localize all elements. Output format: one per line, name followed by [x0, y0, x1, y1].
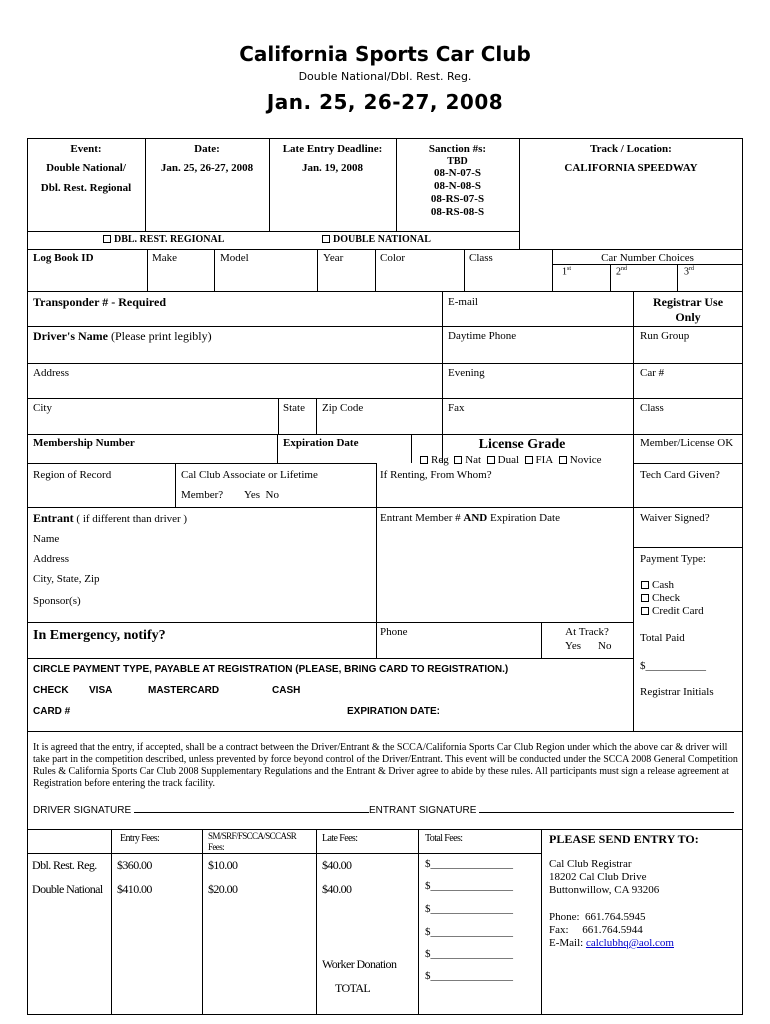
- zip-field[interactable]: Zip Code: [322, 402, 364, 414]
- entrant-city-field[interactable]: City, State, Zip: [33, 573, 100, 585]
- divider: [27, 622, 633, 623]
- sponsor-field[interactable]: Sponsor(s): [33, 595, 81, 607]
- entrant-name-field[interactable]: Name: [33, 533, 60, 545]
- divider: [677, 264, 678, 291]
- emergency-contact-field[interactable]: In Emergency, notify?: [33, 628, 166, 643]
- grade-label: Novice: [569, 454, 602, 466]
- divider: [147, 249, 148, 291]
- car-number-choices-label: Car Number Choices: [601, 252, 694, 264]
- worker-donation-line[interactable]: $_______________: [425, 948, 513, 960]
- fee-row-sm: $10.00: [208, 858, 238, 872]
- sanction-label: Sanction #s:: [428, 143, 487, 155]
- payment-type-label: Payment Type:: [640, 553, 706, 565]
- make-field[interactable]: Make: [152, 252, 178, 264]
- grade-label: FIA: [535, 454, 554, 466]
- renting-field[interactable]: If Renting, From Whom?: [380, 469, 492, 481]
- sanction-number: 08-N-08-S: [433, 180, 482, 192]
- signature-line: [479, 812, 734, 813]
- at-track-no[interactable]: No: [598, 640, 612, 652]
- class-field[interactable]: Class: [469, 252, 493, 264]
- total-fee-line[interactable]: $_______________: [425, 926, 513, 938]
- address-field[interactable]: Address: [33, 367, 70, 379]
- evening-phone-field[interactable]: Evening: [448, 367, 485, 379]
- entry-fees-header: Entry Fees:: [120, 833, 160, 844]
- registrar-title: Registrar Use: [652, 295, 724, 309]
- choice-number: 3: [684, 266, 689, 278]
- daytime-phone-field[interactable]: Daytime Phone: [448, 330, 517, 342]
- grade-label: Reg: [431, 454, 449, 466]
- total-paid-label: Total Paid: [640, 632, 685, 644]
- grade-label: Nat: [465, 454, 482, 466]
- total-fee-line[interactable]: $_______________: [425, 903, 513, 915]
- divider: [111, 829, 112, 1015]
- at-track-yes[interactable]: Yes: [565, 640, 582, 652]
- checkbox-icon[interactable]: [487, 456, 495, 464]
- total-fee-line[interactable]: $_______________: [425, 880, 513, 892]
- fee-row-entry: $410.00: [117, 882, 152, 896]
- transponder-field[interactable]: Transponder # - Required: [33, 295, 167, 309]
- city-field[interactable]: City: [33, 402, 52, 414]
- fee-row-sm: $20.00: [208, 882, 238, 896]
- waiver-signed-field[interactable]: Waiver Signed?: [640, 512, 710, 524]
- sanction-number: TBD: [447, 156, 468, 167]
- entrant-signature-field[interactable]: [369, 805, 734, 817]
- entrant-signature-label: ENTRANT SIGNATURE: [369, 805, 477, 816]
- sanction-number: 08-N-07-S: [433, 167, 482, 179]
- divider: [27, 363, 743, 364]
- driver-name-field[interactable]: [33, 330, 212, 344]
- state-field[interactable]: State: [283, 402, 305, 414]
- sm-fees-header-2: Fees:: [208, 842, 224, 852]
- send-email: [549, 937, 674, 950]
- tech-card-field[interactable]: Tech Card Given?: [640, 469, 720, 481]
- driver-signature-label: DRIVER SIGNATURE: [33, 805, 132, 816]
- date-label: Date:: [194, 143, 220, 155]
- divider: [376, 463, 377, 507]
- checkbox-icon[interactable]: [559, 456, 567, 464]
- first-choice-field[interactable]: [562, 266, 571, 278]
- associate-question: Cal Club Associate or Lifetime: [181, 469, 318, 481]
- divider: [27, 398, 743, 399]
- fee-row-late: $40.00: [322, 882, 352, 896]
- divider: [277, 434, 278, 463]
- grade-nat[interactable]: [454, 454, 481, 466]
- pay-credit-option[interactable]: [641, 605, 704, 618]
- grade-dual[interactable]: [487, 454, 519, 466]
- sanction-number: 08-RS-08-S: [430, 206, 485, 218]
- option-label: Cash: [652, 579, 674, 591]
- agreement-text: It is agreed that the entry, if accepted, shall be a contract between the Driver/Entrant & the SCCA/California Sports Car Club Region under which the above car & driver will take part in the competition described, unless prevented by force beyond control of the Driver/Entrant. This event will be conducted under the SCCA 2008 General Competition Rules & California Sports Car Club 2008 Supplementary Regulations and the Entrant & Driver agree to abide by these rules. All participants must sign a release agreement at Registration before entering the track facility.: [33, 742, 738, 789]
- checkbox-icon[interactable]: [641, 581, 649, 589]
- ordinal-suffix: nd: [621, 266, 627, 272]
- send-street: 18202 Cal Club Drive: [549, 871, 647, 883]
- divider: [375, 249, 376, 291]
- registrar-initials-field[interactable]: Registrar Initials: [640, 686, 714, 698]
- divider: [633, 291, 634, 731]
- grade-novice[interactable]: [559, 454, 602, 466]
- email-field[interactable]: E-mail: [448, 296, 478, 308]
- total-paid-field[interactable]: $___________: [640, 660, 706, 672]
- entrant-title: Entrant: [33, 511, 74, 525]
- year-field[interactable]: Year: [323, 252, 344, 264]
- divider: [464, 249, 465, 291]
- late-entry-label: Late Entry Deadline:: [282, 143, 383, 155]
- total-fee-line[interactable]: $_______________: [425, 858, 513, 870]
- total-label: TOTAL: [335, 981, 371, 995]
- registrar-class-field[interactable]: Class: [640, 402, 664, 414]
- pay-check-option[interactable]: [641, 592, 680, 605]
- choice-number: 1: [562, 266, 567, 278]
- run-group-field[interactable]: Run Group: [640, 330, 690, 342]
- divider: [27, 291, 743, 292]
- page-subtitle: Double National/Dbl. Rest. Reg.: [298, 70, 472, 83]
- payment-visa[interactable]: VISA: [89, 685, 113, 696]
- late-entry-value: Jan. 19, 2008: [301, 162, 364, 174]
- entrant-heading: [33, 512, 187, 526]
- divider: [27, 731, 743, 732]
- dbl-rest-regional-option[interactable]: [103, 234, 224, 246]
- divider: [633, 463, 743, 464]
- total-fees-header: Total Fees:: [425, 833, 463, 844]
- track-label: Track / Location:: [590, 143, 672, 155]
- option-label: DOUBLE NATIONAL: [333, 234, 431, 245]
- divider: [27, 231, 520, 232]
- checkbox-icon[interactable]: [454, 456, 462, 464]
- logbook-field[interactable]: Log Book ID: [33, 252, 94, 264]
- sanction-number: 08-RS-07-S: [430, 193, 485, 205]
- divider: [418, 829, 419, 1015]
- car-number-field[interactable]: Car #: [640, 367, 665, 379]
- registrar-title-2: Only: [675, 310, 701, 324]
- late-fees-header: Late Fees:: [322, 833, 358, 844]
- divider: [376, 507, 377, 622]
- payment-check[interactable]: CHECK: [33, 685, 69, 696]
- double-national-option[interactable]: [322, 234, 431, 246]
- membership-number-field[interactable]: Membership Number: [33, 437, 135, 449]
- worker-donation-label: Worker Donation: [322, 957, 397, 971]
- second-choice-field[interactable]: [616, 266, 627, 278]
- page-title: California Sports Car Club: [239, 42, 531, 66]
- option-label: Check: [652, 592, 681, 604]
- entrant-note: ( if different than driver ): [76, 513, 188, 525]
- entrant-exp-label: Expiration Date: [490, 512, 560, 524]
- driver-name-label: Driver's Name: [33, 329, 108, 343]
- total-line[interactable]: $_______________: [425, 970, 513, 982]
- driver-signature-field[interactable]: [33, 805, 369, 817]
- send-entry-title: PLEASE SEND ENTRY TO:: [549, 832, 699, 846]
- model-field[interactable]: Model: [220, 252, 249, 264]
- send-phone: Phone: 661.764.5945: [549, 911, 646, 923]
- divider: [316, 398, 317, 434]
- checkbox-icon[interactable]: [103, 235, 111, 243]
- sm-fees-header: SM/SRF/FSCCA/SCCASR: [208, 831, 297, 841]
- fee-row-late: $40.00: [322, 858, 352, 872]
- entrant-address-field[interactable]: Address: [33, 553, 70, 565]
- color-field[interactable]: Color: [380, 252, 406, 264]
- grade-fia[interactable]: [525, 454, 554, 466]
- member-license-ok-field[interactable]: Member/License OK: [640, 437, 734, 449]
- divider: [27, 507, 743, 508]
- yes-no-choice[interactable]: Yes No: [244, 489, 279, 501]
- checkbox-icon[interactable]: [420, 456, 428, 464]
- associate-member-label: Member?: [181, 489, 224, 501]
- region-of-record-field[interactable]: Region of Record: [33, 469, 112, 481]
- email-label: E-Mail:: [549, 937, 584, 949]
- divider: [633, 547, 743, 548]
- checkbox-icon[interactable]: [525, 456, 533, 464]
- event-value-line1: Double National/: [46, 162, 126, 174]
- third-choice-field[interactable]: [684, 266, 694, 278]
- divider: [27, 853, 541, 854]
- event-date-heading: Jan. 25, 26-27, 2008: [266, 90, 504, 114]
- expiration-date-field[interactable]: Expiration Date: [283, 437, 359, 449]
- fee-row-entry: $360.00: [117, 858, 152, 872]
- divider: [27, 326, 743, 327]
- divider: [27, 463, 377, 464]
- divider: [175, 463, 176, 507]
- grade-reg[interactable]: [420, 454, 449, 466]
- track-value: CALIFORNIA SPEEDWAY: [564, 162, 698, 174]
- option-label: DBL. REST. REGIONAL: [114, 234, 225, 245]
- divider: [214, 249, 215, 291]
- divider: [27, 434, 743, 435]
- payment-instructions: CIRCLE PAYMENT TYPE, PAYABLE AT REGISTRATION (PLEASE, BRING CARD TO REGISTRATION.): [33, 664, 509, 675]
- card-expiration-field[interactable]: EXPIRATION DATE:: [347, 706, 440, 717]
- fax-field[interactable]: Fax: [448, 402, 465, 414]
- ordinal-suffix: rd: [689, 266, 694, 272]
- driver-name-note: (Please print legibly): [110, 329, 212, 343]
- divider: [610, 264, 611, 291]
- divider: [376, 622, 377, 658]
- pay-cash-option[interactable]: [641, 579, 674, 592]
- choice-number: 2: [616, 266, 621, 278]
- send-fax: Fax: 661.764.5944: [549, 924, 643, 936]
- fee-row-name: Double National: [32, 882, 103, 896]
- emergency-phone-field[interactable]: Phone: [380, 626, 408, 638]
- send-city: Buttonwillow, CA 93206: [549, 884, 660, 896]
- license-grade-label: License Grade: [478, 437, 566, 452]
- divider: [202, 829, 203, 1015]
- at-track-label: At Track?: [565, 626, 609, 638]
- divider: [27, 249, 743, 250]
- email-link[interactable]: calclubhq@aol.com: [585, 937, 674, 949]
- grade-label: Dual: [497, 454, 520, 466]
- license-grade-options: [420, 454, 602, 467]
- date-value: Jan. 25, 26-27, 2008: [160, 162, 254, 174]
- payment-mastercard[interactable]: MASTERCARD: [148, 685, 220, 696]
- event-value-line2: Dbl. Rest. Regional: [40, 182, 132, 194]
- divider: [317, 249, 318, 291]
- and-label: AND: [463, 512, 488, 524]
- divider: [27, 658, 633, 659]
- card-number-field[interactable]: CARD #: [33, 706, 71, 717]
- signature-line: [134, 812, 369, 813]
- divider: [278, 398, 279, 434]
- entrant-member-label: Entrant Member #: [380, 512, 461, 524]
- checkbox-icon[interactable]: [322, 235, 330, 243]
- divider: [316, 829, 317, 1015]
- fee-row-name: Dbl. Rest. Reg.: [32, 858, 97, 872]
- divider: [541, 829, 542, 1015]
- ordinal-suffix: st: [567, 266, 572, 272]
- option-label: Credit Card: [652, 605, 704, 617]
- divider: [27, 829, 743, 830]
- send-name: Cal Club Registrar: [549, 858, 632, 870]
- checkbox-icon[interactable]: [641, 607, 649, 615]
- payment-cash[interactable]: CASH: [272, 685, 301, 696]
- entrant-member-field[interactable]: [380, 512, 560, 525]
- checkbox-icon[interactable]: [641, 594, 649, 602]
- event-label: Event:: [70, 143, 102, 155]
